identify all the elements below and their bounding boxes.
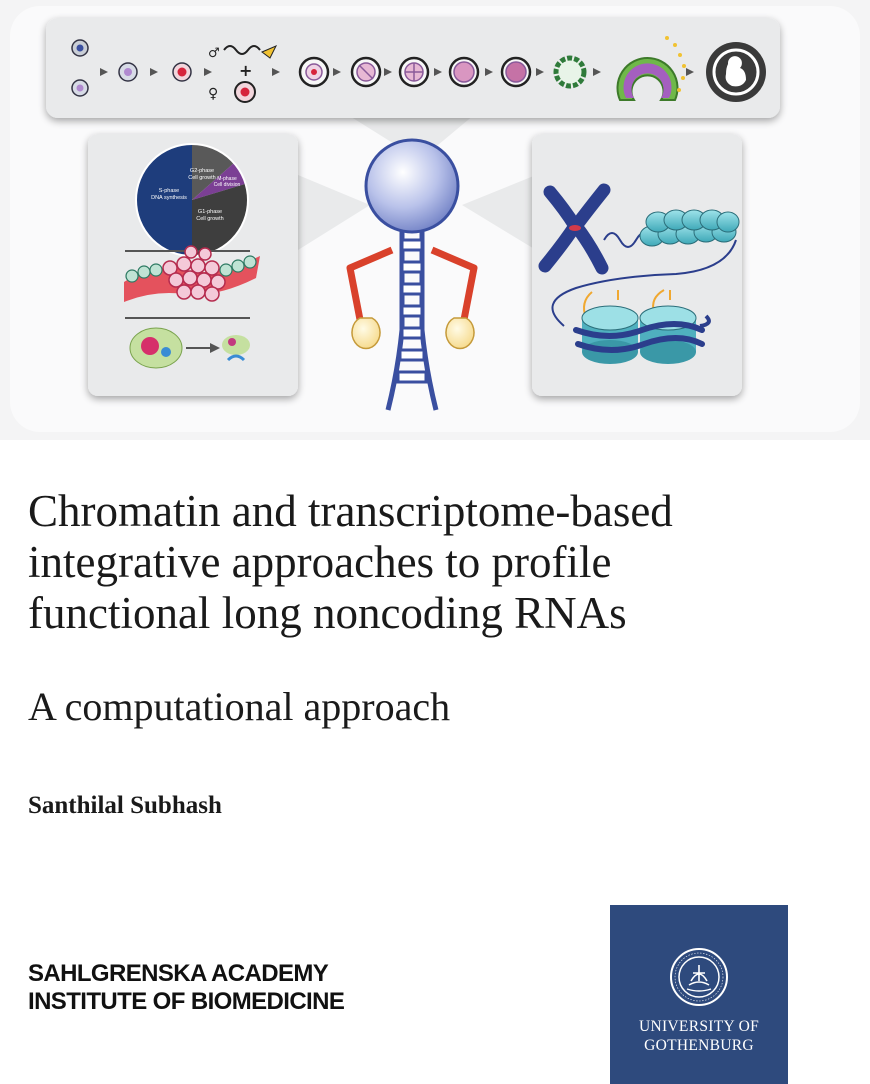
- female-symbol: ♀: [208, 86, 219, 102]
- s-phase-label: S-phase: [158, 188, 180, 194]
- university-name-line: UNIVERSITY OF: [638, 1018, 759, 1035]
- book-title: [28, 486, 848, 639]
- title-line: Chromatin and transcriptome-based: [28, 486, 673, 536]
- cell-cycle-diagram: [136, 144, 248, 256]
- university-seal-icon: [669, 947, 729, 1007]
- m-phase-sub: Cell division: [213, 182, 241, 188]
- plus-symbol: +: [239, 61, 253, 80]
- g1-phase-label: G1-phase: [197, 209, 223, 215]
- institution-line: INSTITUTE OF BIOMEDICINE: [28, 988, 345, 1015]
- g2-phase-sub: Cell growth: [188, 175, 216, 181]
- g2-phase-label: G2-phase: [189, 168, 215, 174]
- institution-block: [28, 960, 344, 1016]
- s-phase-sub: DNA synthesis: [151, 195, 187, 201]
- m-phase-label: M-phase: [217, 176, 237, 182]
- g1-phase-sub: Cell growth: [196, 216, 224, 222]
- university-name-line: GOTHENBURG: [644, 1037, 754, 1054]
- book-subtitle: A computational approach: [28, 684, 451, 729]
- chromatin-fiber: [640, 210, 739, 246]
- university-name: [610, 1017, 788, 1055]
- title-line: functional long noncoding RNAs: [28, 588, 627, 638]
- author-name: Santhilal Subhash: [28, 792, 222, 819]
- university-logo: [610, 905, 788, 1084]
- cover-illustration: [0, 0, 870, 440]
- title-line: integrative approaches to profile: [28, 537, 612, 587]
- institution-line: SAHLGRENSKA ACADEMY: [28, 960, 329, 987]
- male-symbol: ♂: [208, 46, 220, 61]
- chromatin-panel: [532, 134, 742, 396]
